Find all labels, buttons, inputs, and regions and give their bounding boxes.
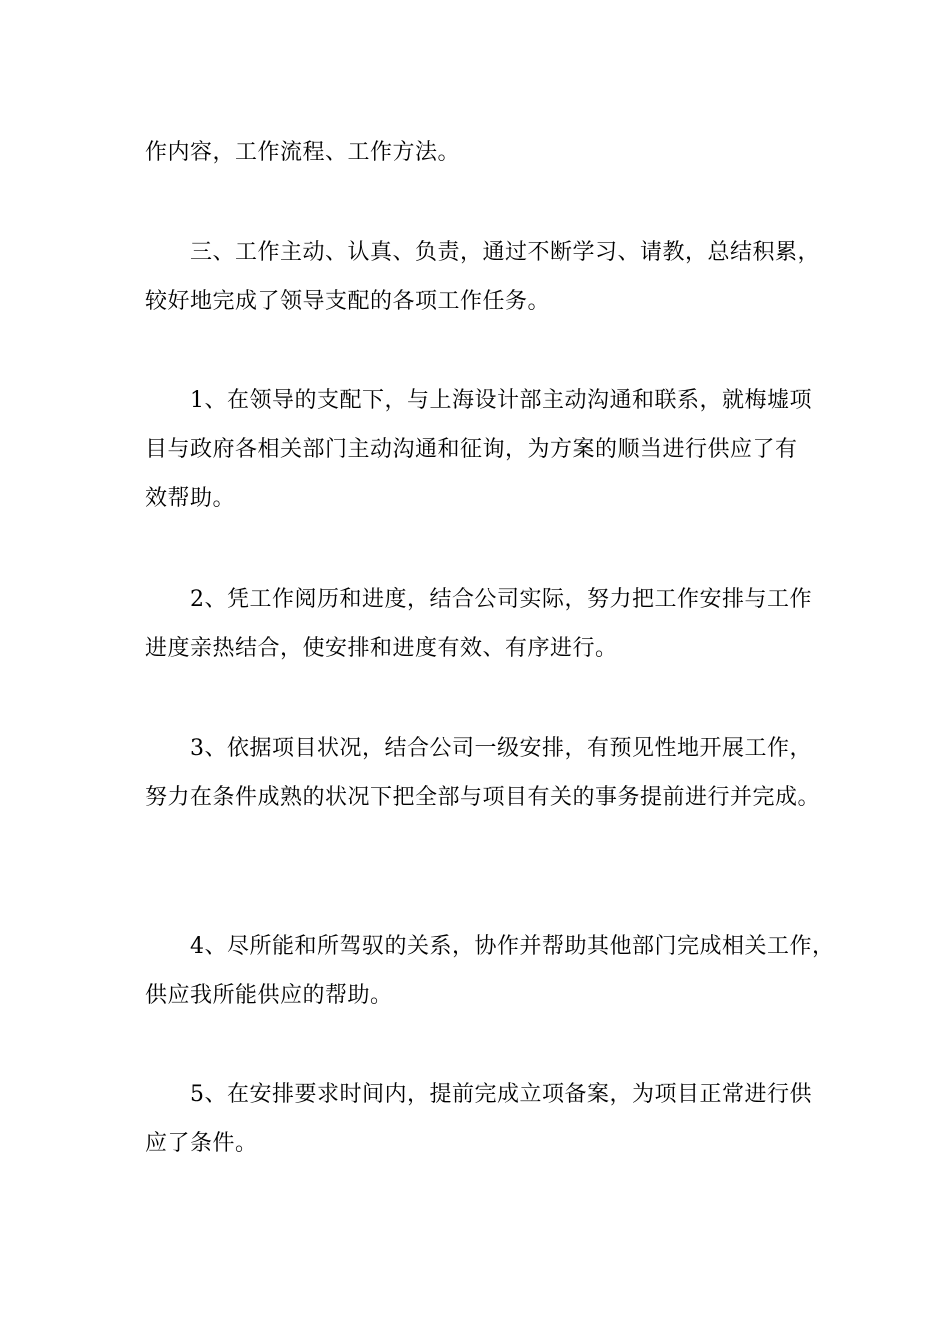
- paragraph-4-line-0: 3、依据项目状况，结合公司一级安排，有预见性地开展工作，: [190, 736, 812, 761]
- paragraph-6-line-0: 5、在安排要求时间内，提前完成立项备案，为项目正常进行供: [190, 1082, 812, 1107]
- paragraph-2-line-1: 目与政府各相关部门主动沟通和征询，为方案的顺当进行供应了有: [145, 437, 798, 462]
- paragraph-6-line-1: 应了条件。: [145, 1131, 258, 1156]
- paragraph-2-line-2: 效帮助。: [145, 486, 236, 511]
- paragraph-2-line-0: 1、在领导的支配下，与上海设计部主动沟通和联系，就梅墟项: [190, 388, 812, 413]
- paragraph-3-line-1: 进度亲热结合，使安排和进度有效、有序进行。: [145, 636, 618, 661]
- paragraph-1-line-1: 较好地完成了领导支配的各项工作任务。: [145, 289, 551, 314]
- paragraph-0-line-0: 作内容，工作流程、工作方法。: [145, 140, 461, 165]
- paragraph-1-line-0: 三、工作主动、认真、负责，通过不断学习、请教，总结积累，: [190, 240, 821, 265]
- paragraph-4-line-1: 努力在条件成熟的状况下把全部与项目有关的事务提前进行并完成。: [145, 785, 821, 810]
- paragraph-5-line-1: 供应我所能供应的帮助。: [145, 983, 393, 1008]
- paragraph-3-line-0: 2、凭工作阅历和进度，结合公司实际，努力把工作安排与工作: [190, 587, 812, 612]
- paragraph-5-line-0: 4、尽所能和所驾驭的关系，协作并帮助其他部门完成相关工作，: [190, 934, 835, 959]
